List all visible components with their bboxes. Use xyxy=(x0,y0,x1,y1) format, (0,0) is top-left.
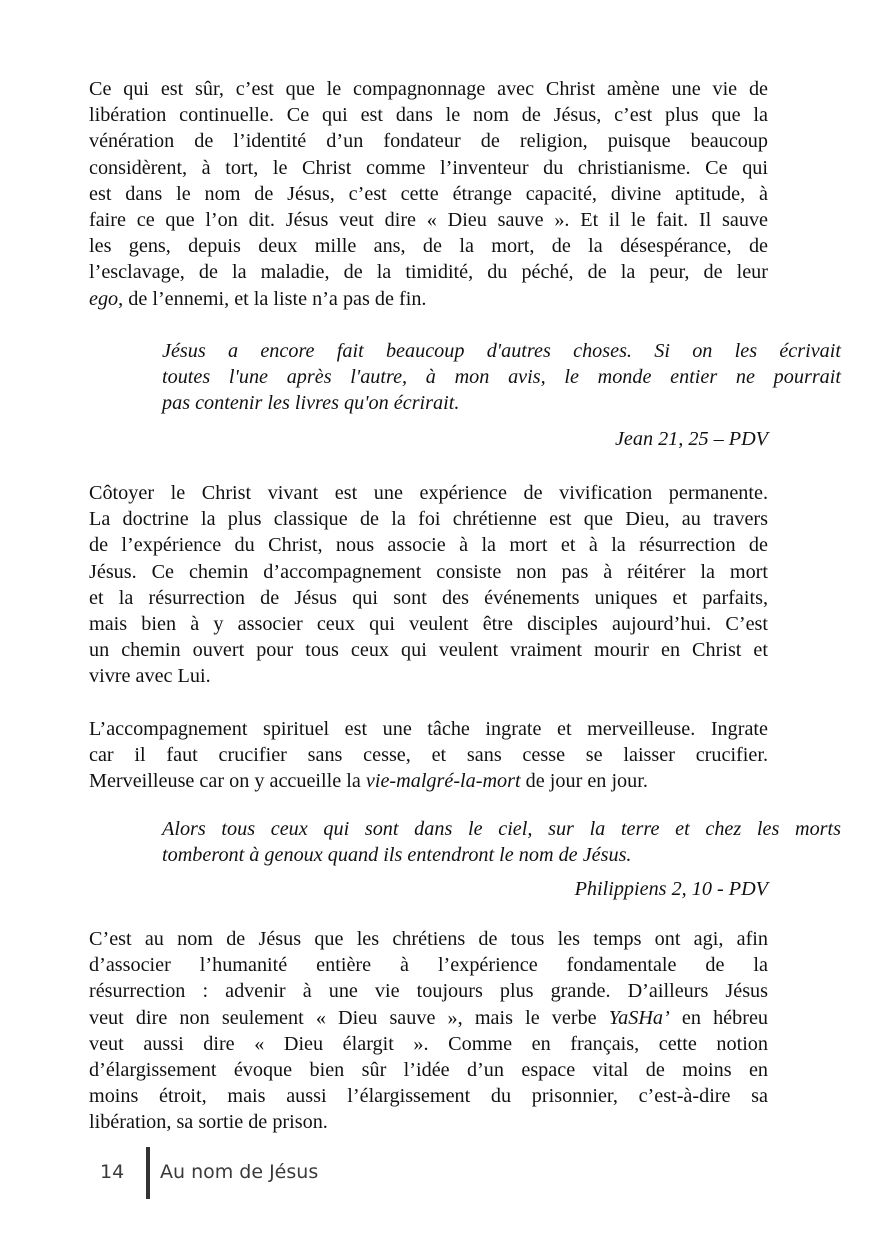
paragraph xyxy=(89,926,768,1136)
quote-line: Jésus a encore fait beaucoup d'autres choses. Si on les écrivait xyxy=(162,340,841,362)
text-line: de l’expérience du Christ, nous associe à la mort et à la résurrection de xyxy=(89,534,768,557)
text-line: est dans le nom de Jésus, c’est cette étrange capacité, divine aptitude, à xyxy=(89,182,768,205)
italic-term: ego xyxy=(89,287,119,310)
text-line: mais bien à y associer ceux qui veulent être disciples aujourd’hui. C’est xyxy=(89,613,768,636)
text-line: Jésus. Ce chemin d’accompagnement consiste non pas à réitérer la mort xyxy=(89,560,768,583)
text-line: vivre avec Lui. xyxy=(89,665,211,688)
text-line: L’accompagnement spirituel est une tâche ingrate et merveilleuse. Ingrate xyxy=(89,718,768,740)
text-line: et la résurrection de Jésus qui sont des événements uniques et parfaits, xyxy=(89,586,768,609)
quote-line: pas contenir les livres qu'on écrirait. xyxy=(162,392,460,415)
text-line: l’esclavage, de la maladie, de la timidité, du péché, de la peur, de leur xyxy=(89,261,768,284)
quote-line: toutes l'une après l'autre, à mon avis, le monde entier ne pourrait xyxy=(162,366,841,389)
text-line: les gens, depuis deux mille ans, de la mort, de la désespérance, de xyxy=(89,235,768,258)
paragraph xyxy=(89,76,768,312)
text-line: La doctrine la plus classique de la foi chrétienne est que Dieu, au travers xyxy=(89,508,768,531)
text-fragment: , de l’ennemi, et la liste n’a pas de fin. xyxy=(118,287,427,310)
text-line: d’élargissement évoque bien sûr l’idée d’un espace vital de moins en xyxy=(89,1059,768,1082)
text-fragment: de jour en jour. xyxy=(520,770,648,793)
text-line: Côtoyer le Christ vivant est une expérience de vivification permanente. xyxy=(89,482,768,504)
italic-term: vie-malgré-la-mort xyxy=(365,770,521,793)
text-line: car il faut crucifier sans cesse, et sans cesse se laisser crucifier. xyxy=(89,744,768,767)
text-line: vénération de l’identité d’un fondateur de religion, puisque beaucoup xyxy=(89,130,768,153)
quote-reference: Philippiens 2, 10 - PDV xyxy=(574,878,768,900)
text-line xyxy=(89,768,768,794)
text-line: Ce qui est sûr, c’est que le compagnonnage avec Christ amène une vie de xyxy=(89,78,768,100)
quote-reference: Jean 21, 25 – PDV xyxy=(614,428,768,450)
footer-divider xyxy=(146,1147,150,1199)
text-line: libération, sa sortie de prison. xyxy=(89,1111,328,1134)
text-line: faire ce que l’on dit. Jésus veut dire « Dieu sauve ». Et il le fait. Il sauve xyxy=(89,209,768,232)
text-line: veut aussi dire « Dieu élargit ». Comme en français, cette notion xyxy=(89,1032,768,1055)
page-number: 14 xyxy=(100,1161,125,1183)
text-line: libération continuelle. Ce qui est dans le nom de Jésus, c’est plus que la xyxy=(89,104,768,127)
text-line: considèrent, à tort, le Christ comme l’inventeur du christianisme. Ce qui xyxy=(89,156,768,179)
text-fragment: veut dire non seulement « Dieu sauve », mais le verbe xyxy=(89,1006,609,1029)
block-quote xyxy=(162,816,841,868)
text-line: moins étroit, mais aussi l’élargissement du prisonnier, c’est-à-dire sa xyxy=(89,1085,768,1108)
running-title: Au nom de Jésus xyxy=(160,1161,319,1183)
text-line: résurrection : advenir à une vie toujours plus grande. D’ailleurs Jésus xyxy=(89,980,768,1003)
text-fragment: Merveilleuse car on y accueille la xyxy=(89,770,366,793)
text-fragment: en hébreu xyxy=(669,1006,769,1029)
block-quote xyxy=(162,338,841,417)
text-line: C’est au nom de Jésus que les chrétiens de tous les temps ont agi, afin xyxy=(89,928,768,950)
quote-line: tomberont à genoux quand ils entendront le nom de Jésus. xyxy=(162,844,632,867)
text-line xyxy=(89,286,768,312)
text-line: un chemin ouvert pour tous ceux qui veulent vraiment mourir en Christ et xyxy=(89,639,768,662)
text-line: d’associer l’humanité entière à l’expérience fondamentale de la xyxy=(89,954,768,977)
text-line xyxy=(89,1005,768,1031)
italic-term: YaSHa’ xyxy=(608,1006,670,1029)
paragraph xyxy=(89,716,768,795)
quote-line: Alors tous ceux qui sont dans le ciel, sur la terre et chez les morts xyxy=(162,818,841,840)
paragraph xyxy=(89,480,768,690)
